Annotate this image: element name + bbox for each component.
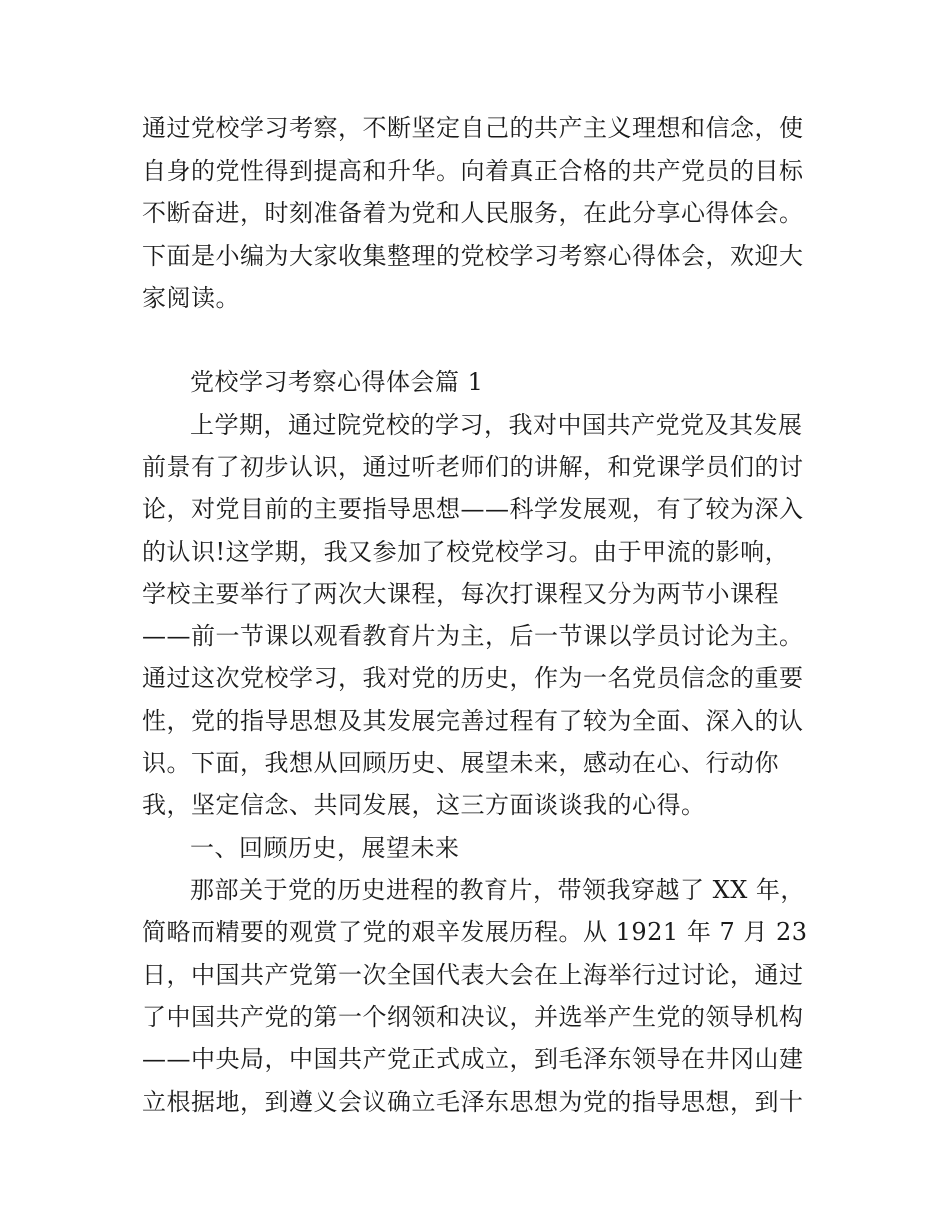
intro-line: 通过党校学习考察，不断坚定自己的共产主义理想和信念，使 <box>142 114 804 142</box>
paragraph-line: 日，中国共产党第一次全国代表大会在上海举行过讨论，通过 <box>142 961 804 989</box>
paragraph-line: 通过这次党校学习，我对党的历史，作为一名党员信念的重要 <box>142 664 804 692</box>
paragraph-line: 我，坚定信念、共同发展，这三方面谈谈我的心得。 <box>142 791 706 819</box>
paragraph-line: 前景有了初步认识，通过听老师们的讲解，和党课学员们的讨 <box>142 453 804 481</box>
paragraph-line: 立根据地，到遵义会议确立毛泽东思想为党的指导思想，到十 <box>142 1088 804 1116</box>
intro-line: 自身的党性得到提高和升华。向着真正合格的共产党员的目标 <box>142 157 804 185</box>
section-title: 党校学习考察心得体会篇 1 <box>190 368 484 396</box>
intro-line: 下面是小编为大家收集整理的党校学习考察心得体会，欢迎大 <box>142 242 804 270</box>
subheading: 一、回顾历史，展望未来 <box>190 834 460 862</box>
intro-line: 家阅读。 <box>142 284 240 312</box>
paragraph-line: 论，对党目前的主要指导思想——科学发展观，有了较为深入 <box>142 495 804 523</box>
paragraph-line: 那部关于党的历史进程的教育片，带领我穿越了 XX 年， <box>190 876 805 904</box>
paragraph-line: 上学期，通过院党校的学习，我对中国共产党党及其发展 <box>190 411 803 439</box>
paragraph-line: 识。下面，我想从回顾历史、展望未来，感动在心、行动你 <box>142 749 779 777</box>
paragraph-line: 学校主要举行了两次大课程，每次打课程又分为两节小课程 <box>142 580 779 608</box>
paragraph-line: 的认识!这学期，我又参加了校党校学习。由于甲流的影响， <box>142 538 790 566</box>
paragraph-line: ——中央局，中国共产党正式成立，到毛泽东领导在井冈山建 <box>142 1045 804 1073</box>
paragraph-line: 了中国共产党的第一个纲领和决议，并选举产生党的领导机构 <box>142 1003 804 1031</box>
paragraph-line: 性，党的指导思想及其发展完善过程有了较为全面、深入的认 <box>142 707 804 735</box>
paragraph-line: 简略而精要的观赏了党的艰辛发展历程。从 1921 年 7 月 23 <box>142 918 808 946</box>
intro-line: 不断奋进，时刻准备着为党和人民服务，在此分享心得体会。 <box>142 199 804 227</box>
paragraph-line: ——前一节课以观看教育片为主，后一节课以学员讨论为主。 <box>142 622 804 650</box>
